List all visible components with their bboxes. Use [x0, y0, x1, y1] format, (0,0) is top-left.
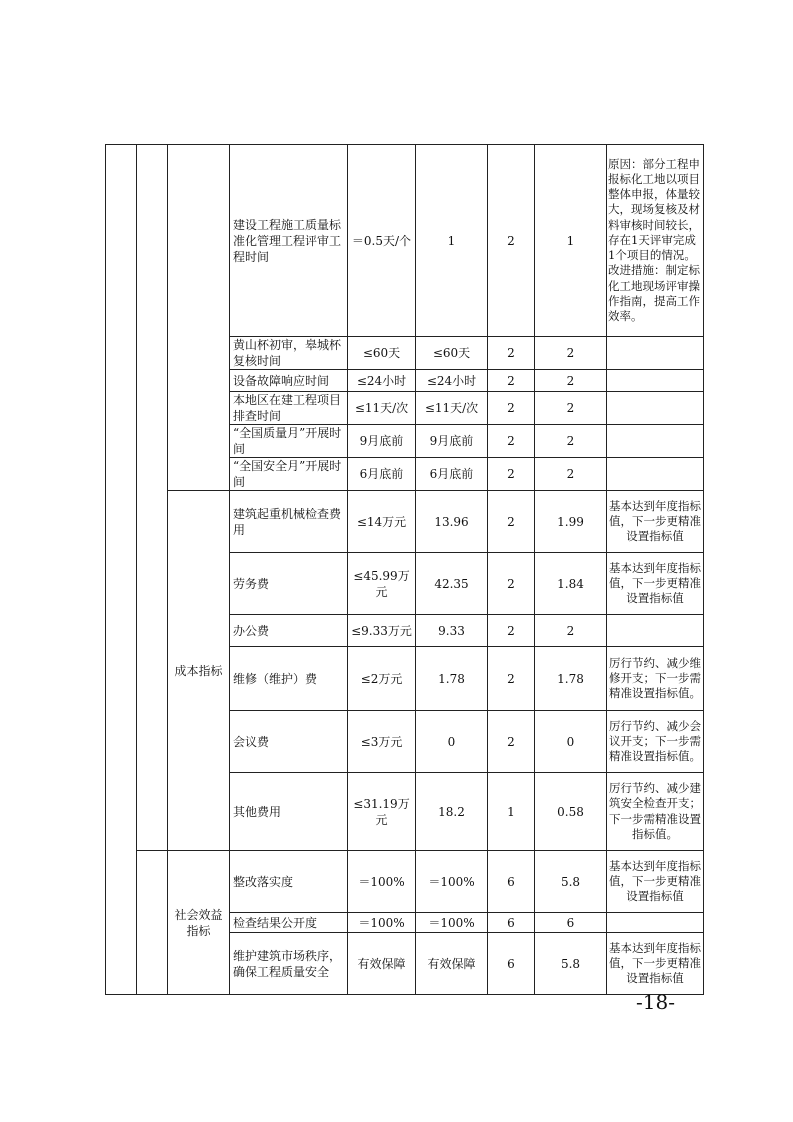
actual-value: 9月底前: [416, 425, 488, 458]
actual-value: 18.2: [416, 773, 488, 851]
secondary-indicator-cell: [137, 145, 168, 851]
weight: 2: [488, 711, 535, 773]
score: 2: [535, 337, 607, 370]
actual-value: 42.35: [416, 553, 488, 615]
indicator-name: 维修（维护）费: [230, 647, 348, 711]
actual-value: 1.78: [416, 647, 488, 711]
deviation-note: 基本达到年度指标值，下一步更精准设置指标值: [607, 491, 704, 553]
weight: 2: [488, 370, 535, 392]
weight: 2: [488, 425, 535, 458]
indicator-name: 整改落实度: [230, 851, 348, 913]
target-value: ≤3万元: [348, 711, 416, 773]
score: 2: [535, 458, 607, 491]
deviation-note: 基本达到年度指标值，下一步更精准设置指标值: [607, 851, 704, 913]
actual-value: ≤24小时: [416, 370, 488, 392]
score: 2: [535, 370, 607, 392]
weight: 2: [488, 337, 535, 370]
actual-value: 0: [416, 711, 488, 773]
indicator-name: 黄山杯初审，皋城杯复核时间: [230, 337, 348, 370]
table-row: [106, 145, 704, 337]
indicator-name: 建筑起重机械检查费用: [230, 491, 348, 553]
score: 2: [535, 615, 607, 647]
indicator-name: “全国质量月”开展时间: [230, 425, 348, 458]
score: 5.8: [535, 933, 607, 995]
weight: 6: [488, 933, 535, 995]
secondary-indicator-cell: [137, 851, 168, 995]
table-row: [106, 851, 704, 913]
weight: 2: [488, 458, 535, 491]
target-value: ≤31.19万元: [348, 773, 416, 851]
target-value: ≤45.99万元: [348, 553, 416, 615]
table-row: [106, 491, 704, 553]
actual-value: ＝100%: [416, 851, 488, 913]
primary-indicator-cell: [106, 145, 137, 995]
deviation-note: 厉行节约、减少会议开支；下一步需精准设置指标值。: [607, 711, 704, 773]
deviation-note: [607, 370, 704, 392]
deviation-note: [607, 913, 704, 933]
weight: 2: [488, 647, 535, 711]
target-value: ＝100%: [348, 913, 416, 933]
indicator-name: 办公费: [230, 615, 348, 647]
actual-value: ＝100%: [416, 913, 488, 933]
score: 1: [535, 145, 607, 337]
score: 2: [535, 425, 607, 458]
deviation-note: 原因：部分工程申报标化工地以项目整体申报，体量较大，现场复核及材料审核时间较长，存在1天评审完成1个项目的情况。改进措施：制定标化工地现场评审操作指南，提高工作效率。: [607, 145, 704, 337]
weight: 2: [488, 491, 535, 553]
score: 0.58: [535, 773, 607, 851]
actual-value: 有效保障: [416, 933, 488, 995]
deviation-note: [607, 458, 704, 491]
deviation-note: 基本达到年度指标值，下一步更精准设置指标值: [607, 553, 704, 615]
weight: 2: [488, 553, 535, 615]
deviation-note: [607, 615, 704, 647]
group-label-cost: 成本指标: [168, 491, 230, 851]
weight: 2: [488, 392, 535, 425]
indicator-name: 其他费用: [230, 773, 348, 851]
indicator-name: 建设工程施工质量标准化管理工程评审工程时间: [230, 145, 348, 337]
indicator-name: 设备故障响应时间: [230, 370, 348, 392]
deviation-note: [607, 425, 704, 458]
weight: 6: [488, 851, 535, 913]
target-value: ＝100%: [348, 851, 416, 913]
page-number: -18-: [636, 990, 675, 1014]
target-value: ≤2万元: [348, 647, 416, 711]
weight: 2: [488, 145, 535, 337]
score: 0: [535, 711, 607, 773]
target-value: ≤9.33万元: [348, 615, 416, 647]
indicator-name: 维护建筑市场秩序，确保工程质量安全: [230, 933, 348, 995]
weight: 2: [488, 615, 535, 647]
score: 1.78: [535, 647, 607, 711]
target-value: ≤11天/次: [348, 392, 416, 425]
score: 6: [535, 913, 607, 933]
actual-value: 6月底前: [416, 458, 488, 491]
weight: 1: [488, 773, 535, 851]
actual-value: 9.33: [416, 615, 488, 647]
group-label-social: 社会效益指标: [168, 851, 230, 995]
deviation-note: 基本达到年度指标值，下一步更精准设置指标值: [607, 933, 704, 995]
score: 5.8: [535, 851, 607, 913]
actual-value: 1: [416, 145, 488, 337]
target-value: ≤24小时: [348, 370, 416, 392]
target-value: ＝0.5天/个: [348, 145, 416, 337]
target-value: ≤60天: [348, 337, 416, 370]
target-value: 9月底前: [348, 425, 416, 458]
actual-value: 13.96: [416, 491, 488, 553]
indicator-name: 劳务费: [230, 553, 348, 615]
score: 1.99: [535, 491, 607, 553]
deviation-note: [607, 392, 704, 425]
weight: 6: [488, 913, 535, 933]
indicator-name: 检查结果公开度: [230, 913, 348, 933]
deviation-note: [607, 337, 704, 370]
actual-value: ≤11天/次: [416, 392, 488, 425]
indicator-name: 会议费: [230, 711, 348, 773]
actual-value: ≤60天: [416, 337, 488, 370]
tertiary-indicator-cell: [168, 145, 230, 491]
indicator-name: “全国安全月”开展时间: [230, 458, 348, 491]
target-value: ≤14万元: [348, 491, 416, 553]
target-value: 有效保障: [348, 933, 416, 995]
deviation-note: 厉行节约、减少建筑安全检查开支；下一步需精准设置指标值。: [607, 773, 704, 851]
deviation-note: 厉行节约、减少维修开支；下一步需精准设置指标值。: [607, 647, 704, 711]
indicator-name: 本地区在建工程项目排查时间: [230, 392, 348, 425]
performance-table: [105, 144, 704, 995]
score: 2: [535, 392, 607, 425]
target-value: 6月底前: [348, 458, 416, 491]
score: 1.84: [535, 553, 607, 615]
